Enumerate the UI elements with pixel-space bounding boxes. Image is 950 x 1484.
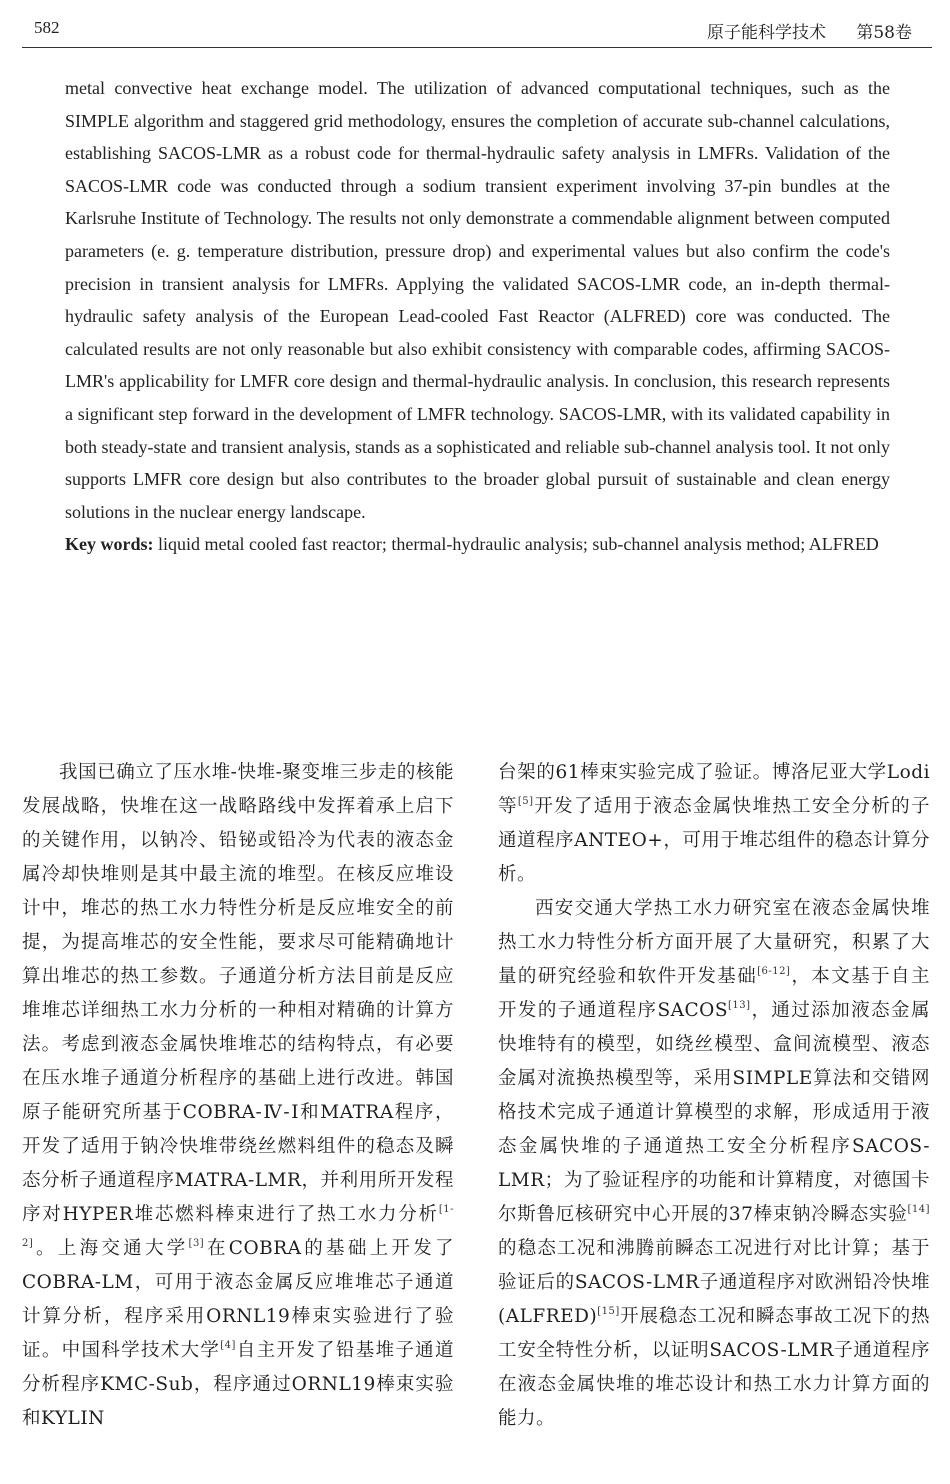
english-abstract [65, 72, 890, 561]
left-column [22, 756, 454, 1436]
right-column [498, 756, 930, 1436]
keywords-label: Key words: [65, 534, 154, 555]
citation: [6-12] [757, 966, 791, 977]
page-number: 582 [34, 18, 60, 37]
citation: [1-2] [22, 1204, 454, 1249]
citation: [13] [728, 1000, 751, 1011]
volume-label: 第58卷 [856, 23, 912, 43]
citation: [3] [188, 1238, 205, 1249]
citation: [5] [517, 796, 534, 807]
citation: [14] [907, 1204, 930, 1215]
journal-title: 原子能科学技术 [707, 23, 826, 43]
intro-paragraph-1-continued: 台架的61棒束实验完成了验证。博洛尼亚大学Lodi等[5]开发了适用于液态金属快堆热工安全分析的子通道程序ANTEO+，可用于堆芯组件的稳态计算分析。 [498, 762, 930, 885]
citation: [15] [597, 1306, 620, 1317]
header-rule [22, 47, 932, 48]
running-header [22, 18, 930, 44]
keywords-line [65, 528, 890, 561]
abstract-text: metal convective heat exchange model. The utilization of advanced computational techniques, such as the SIMPLE algorithm and staggered grid methodology, ensures the completion of accurate sub-channel calculations, establishing SACOS-LMR as a robust code for thermal-hydraulic safety analysis in LMFRs. Validation of the SACOS-LMR code was conducted through a sodium transient experiment involving 37-pin bundles at the Karlsruhe Institute of Technology. The results not only demonstrate a commendable alignment between computed parameters (e. g. temperature distribution, pressure drop) and experimental values but also confirm the code's precision in transient analysis for LMFRs. Applying the validated SACOS-LMR code, an in-depth thermal-hydraulic safety analysis of the European Lead-cooled Fast Reactor (ALFRED) core was conducted. The calculated results are not only reasonable but also exhibit consistency with comparable codes, affirming SACOS-LMR's applicability for LMFR core design and thermal-hydraulic analysis. In conclusion, this research represents a significant step forward in the development of LMFR technology. SACOS-LMR, with its validated capability in both steady-state and transient analysis, stands as a sophisticated and reliable sub-channel analysis tool. It not only supports LMFR core design but also contributes to the broader global pursuit of sustainable and clean energy solutions in the nuclear energy landscape. [65, 78, 890, 522]
intro-paragraph-1: 我国已确立了压水堆-快堆-聚变堆三步走的核能发展战略，快堆在这一战略路线中发挥着承上启下的关键作用，以钠冷、铅铋或铅冷为代表的液态金属冷却快堆则是其中最主流的堆型。在核反应堆设计中，堆芯的热工水力特性分析是反应堆安全的前提，为提高堆芯的安全性能，要求尽可能精确地计算出堆芯的热工参数。子通道分析方法目前是反应堆堆芯详细热工水力分析的一种相对精确的计算方法。考虑到液态金属快堆堆芯的结构特点，有必要在压水堆子通道分析程序的基础上进行改进。韩国原子能研究所基于COBRA-Ⅳ-Ⅰ和MATRA程序，开发了适用于钠冷快堆带绕丝燃料组件的稳态及瞬态分析子通道程序MATRA-LMR，并利用所开发程序对HYPER堆芯燃料棒束进行了热工水力分析[1-2]。上海交通大学[3]在COBRA的基础上开发了COBRA-LM，可用于液态金属反应堆堆芯子通道计算分析，程序采用ORNL19棒束实验进行了验证。中国科学技术大学[4]自主开发了铅基堆子通道分析程序KMC-Sub，程序通过ORNL19棒束实验和KYLIN [22, 762, 454, 1429]
intro-paragraph-2: 西安交通大学热工水力研究室在液态金属快堆热工水力特性分析方面开展了大量研究，积累了大量的研究经验和软件开发基础[6-12]，本文基于自主开发的子通道程序SACOS[13]，通过添加液态金属快堆特有的模型，如绕丝模型、盒间流模型、液态金属对流换热模型等，采用SIMPLE算法和交错网格技术完成子通道计算模型的求解，形成适用于液态金属快堆的子通道热工安全分析程序SACOS-LMR；为了验证程序的功能和计算精度，对德国卡尔斯鲁厄核研究中心开展的37棒束钠冷瞬态实验[14]的稳态工况和沸腾前瞬态工况进行对比计算；基于验证后的SACOS-LMR子通道程序对欧洲铅冷快堆(ALFRED)[15]开展稳态工况和瞬态事故工况下的热工安全特性分析，以证明SACOS-LMR子通道程序在液态金属快堆的堆芯设计和热工水力计算方面的能力。 [498, 898, 930, 1429]
keywords-text: liquid metal cooled fast reactor; thermal-hydraulic analysis; sub-channel analysis method; ALFRED [158, 534, 879, 555]
citation: [4] [220, 1340, 236, 1351]
